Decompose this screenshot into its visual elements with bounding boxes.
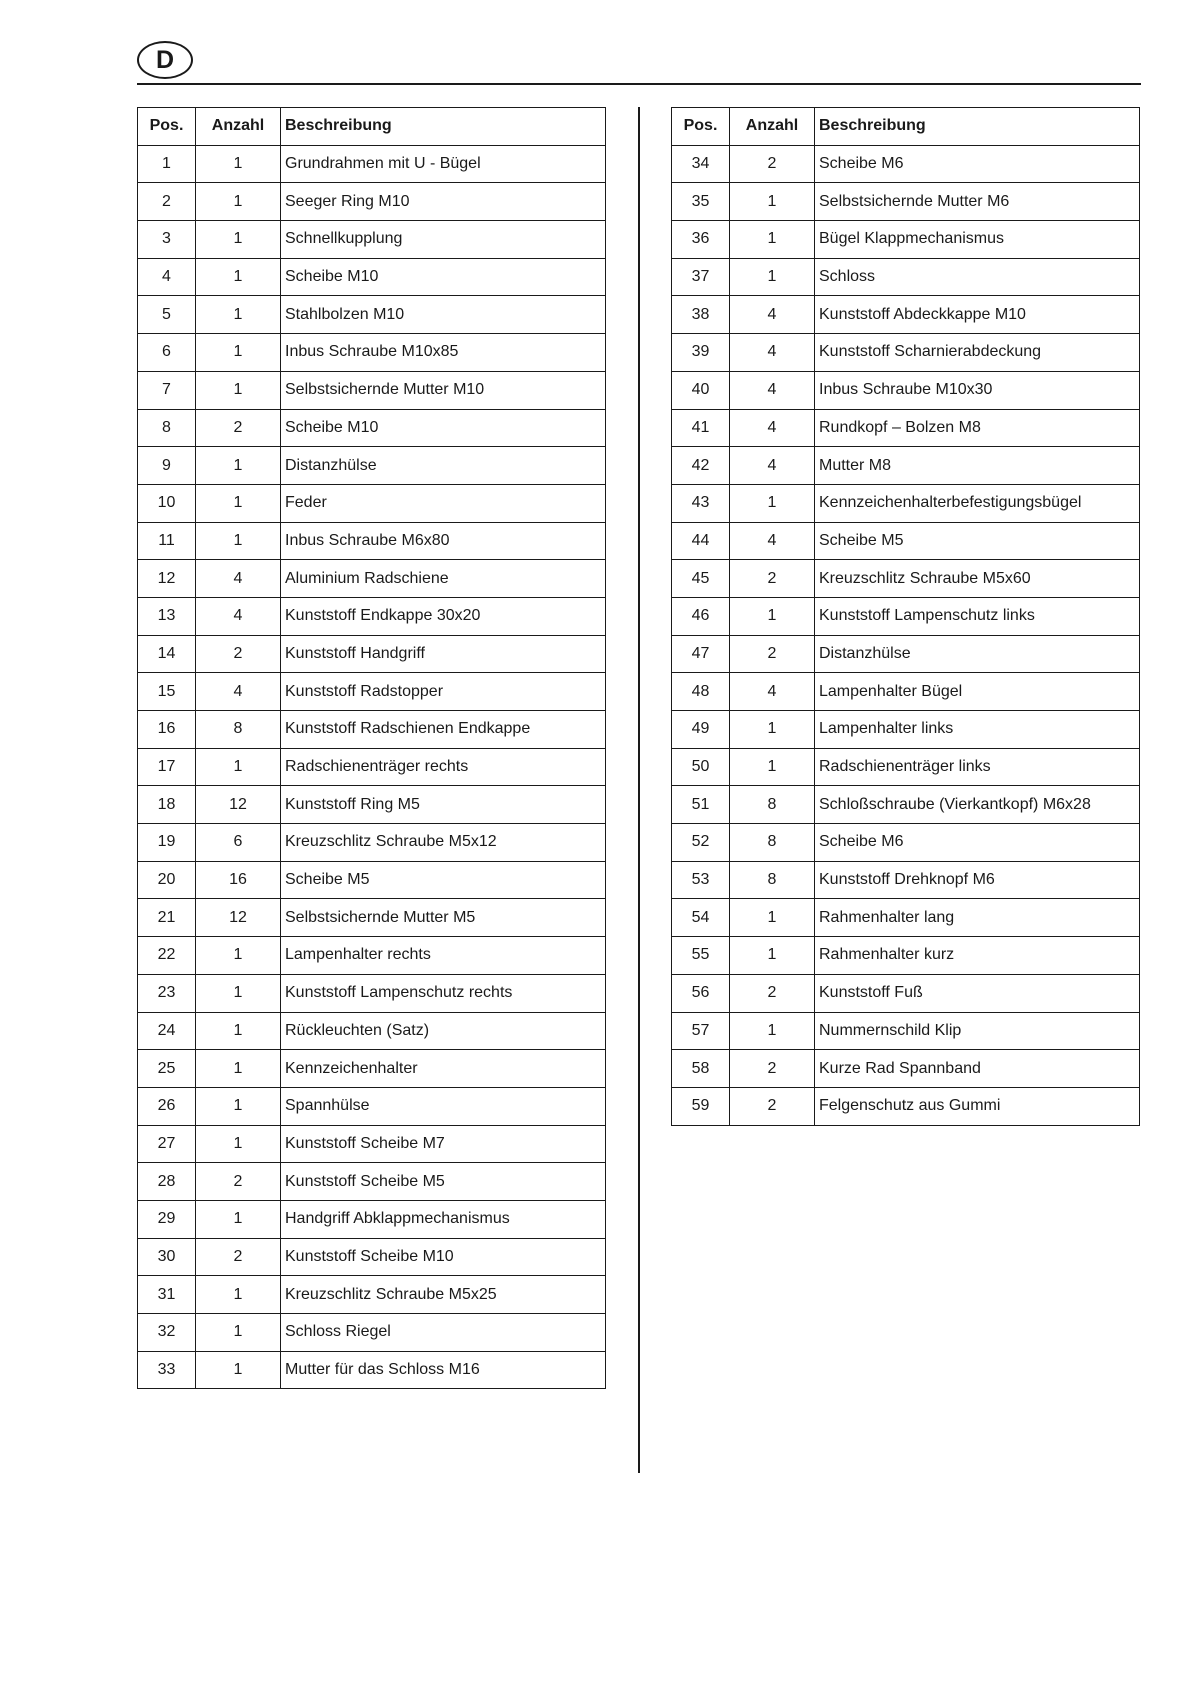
qty-cell: 2 xyxy=(196,1238,281,1276)
desc-cell: Kreuzschlitz Schraube M5x60 xyxy=(815,560,1140,598)
pos-cell: 18 xyxy=(138,786,196,824)
table-row xyxy=(138,484,606,522)
desc-cell: Kurze Rad Spannband xyxy=(815,1050,1140,1088)
table-row xyxy=(138,522,606,560)
qty-cell: 8 xyxy=(196,711,281,749)
qty-cell: 1 xyxy=(730,937,815,975)
table-row xyxy=(138,1314,606,1352)
pos-cell: 34 xyxy=(672,145,730,183)
pos-cell: 12 xyxy=(138,560,196,598)
desc-cell: Rundkopf – Bolzen M8 xyxy=(815,409,1140,447)
qty-cell: 1 xyxy=(196,748,281,786)
pos-cell: 3 xyxy=(138,221,196,259)
desc-cell: Scheibe M5 xyxy=(815,522,1140,560)
pos-cell: 39 xyxy=(672,334,730,372)
qty-cell: 1 xyxy=(730,597,815,635)
desc-cell: Selbstsichernde Mutter M5 xyxy=(281,899,606,937)
qty-cell: 1 xyxy=(196,1200,281,1238)
pos-cell: 19 xyxy=(138,824,196,862)
table-row xyxy=(138,409,606,447)
qty-cell: 2 xyxy=(196,635,281,673)
language-badge xyxy=(137,41,193,79)
desc-cell: Kunststoff Endkappe 30x20 xyxy=(281,597,606,635)
pos-cell: 20 xyxy=(138,861,196,899)
desc-cell: Kunststoff Lampenschutz links xyxy=(815,597,1140,635)
qty-cell: 1 xyxy=(730,484,815,522)
table-row xyxy=(672,296,1140,334)
qty-cell: 1 xyxy=(196,221,281,259)
table-header-row xyxy=(672,108,1140,146)
language-badge-label: D xyxy=(155,45,175,74)
pos-cell: 28 xyxy=(138,1163,196,1201)
desc-cell: Kennzeichenhalter xyxy=(281,1050,606,1088)
pos-cell: 43 xyxy=(672,484,730,522)
table-row xyxy=(672,560,1140,598)
pos-cell: 40 xyxy=(672,371,730,409)
qty-cell: 2 xyxy=(730,560,815,598)
pos-cell: 42 xyxy=(672,447,730,485)
qty-cell: 1 xyxy=(196,1087,281,1125)
table-row xyxy=(672,673,1140,711)
desc-cell: Seeger Ring M10 xyxy=(281,183,606,221)
desc-cell: Rückleuchten (Satz) xyxy=(281,1012,606,1050)
table-row xyxy=(672,258,1140,296)
desc-cell: Schnellkupplung xyxy=(281,221,606,259)
desc-cell: Bügel Klappmechanismus xyxy=(815,221,1140,259)
header-pos: Pos. xyxy=(672,108,730,146)
desc-cell: Lampenhalter rechts xyxy=(281,937,606,975)
qty-cell: 8 xyxy=(730,861,815,899)
pos-cell: 41 xyxy=(672,409,730,447)
table-row xyxy=(138,296,606,334)
table-row xyxy=(138,861,606,899)
qty-cell: 4 xyxy=(196,597,281,635)
table-row xyxy=(138,899,606,937)
desc-cell: Kennzeichenhalterbefestigungsbügel xyxy=(815,484,1140,522)
table-row xyxy=(672,334,1140,372)
qty-cell: 1 xyxy=(196,484,281,522)
pos-cell: 17 xyxy=(138,748,196,786)
desc-cell: Spannhülse xyxy=(281,1087,606,1125)
desc-cell: Kreuzschlitz Schraube M5x12 xyxy=(281,824,606,862)
table-row xyxy=(138,1087,606,1125)
desc-cell: Kunststoff Radschienen Endkappe xyxy=(281,711,606,749)
desc-cell: Distanzhülse xyxy=(815,635,1140,673)
pos-cell: 49 xyxy=(672,711,730,749)
table-row xyxy=(138,673,606,711)
desc-cell: Selbstsichernde Mutter M10 xyxy=(281,371,606,409)
desc-cell: Inbus Schraube M10x30 xyxy=(815,371,1140,409)
table-row xyxy=(138,371,606,409)
qty-cell: 1 xyxy=(196,1314,281,1352)
header-desc: Beschreibung xyxy=(815,108,1140,146)
qty-cell: 1 xyxy=(730,183,815,221)
pos-cell: 56 xyxy=(672,974,730,1012)
parts-table-left xyxy=(137,107,606,1389)
header-pos: Pos. xyxy=(138,108,196,146)
desc-cell: Scheibe M5 xyxy=(281,861,606,899)
desc-cell: Kunststoff Fuß xyxy=(815,974,1140,1012)
desc-cell: Mutter für das Schloss M16 xyxy=(281,1351,606,1389)
qty-cell: 2 xyxy=(196,1163,281,1201)
qty-cell: 12 xyxy=(196,786,281,824)
desc-cell: Scheibe M10 xyxy=(281,258,606,296)
desc-cell: Scheibe M10 xyxy=(281,409,606,447)
qty-cell: 2 xyxy=(730,1050,815,1088)
qty-cell: 4 xyxy=(196,673,281,711)
qty-cell: 4 xyxy=(730,409,815,447)
table-row xyxy=(138,635,606,673)
desc-cell: Kunststoff Radstopper xyxy=(281,673,606,711)
qty-cell: 1 xyxy=(196,522,281,560)
qty-cell: 4 xyxy=(730,447,815,485)
desc-cell: Schloss xyxy=(815,258,1140,296)
desc-cell: Kreuzschlitz Schraube M5x25 xyxy=(281,1276,606,1314)
pos-cell: 58 xyxy=(672,1050,730,1088)
pos-cell: 22 xyxy=(138,937,196,975)
parts-table-left-body xyxy=(138,145,606,1389)
table-row xyxy=(138,145,606,183)
desc-cell: Felgenschutz aus Gummi xyxy=(815,1087,1140,1125)
table-row xyxy=(672,183,1140,221)
table-row xyxy=(672,899,1140,937)
qty-cell: 4 xyxy=(730,334,815,372)
pos-cell: 57 xyxy=(672,1012,730,1050)
table-row xyxy=(672,371,1140,409)
desc-cell: Schloßschraube (Vierkantkopf) M6x28 xyxy=(815,786,1140,824)
qty-cell: 16 xyxy=(196,861,281,899)
pos-cell: 47 xyxy=(672,635,730,673)
desc-cell: Inbus Schraube M6x80 xyxy=(281,522,606,560)
qty-cell: 2 xyxy=(730,145,815,183)
desc-cell: Kunststoff Ring M5 xyxy=(281,786,606,824)
qty-cell: 4 xyxy=(730,522,815,560)
desc-cell: Feder xyxy=(281,484,606,522)
qty-cell: 1 xyxy=(730,711,815,749)
table-row xyxy=(138,748,606,786)
table-row xyxy=(138,334,606,372)
qty-cell: 4 xyxy=(730,371,815,409)
table-row xyxy=(138,183,606,221)
pos-cell: 6 xyxy=(138,334,196,372)
desc-cell: Kunststoff Scheibe M7 xyxy=(281,1125,606,1163)
table-row xyxy=(138,597,606,635)
table-row xyxy=(672,597,1140,635)
table-row xyxy=(672,221,1140,259)
pos-cell: 45 xyxy=(672,560,730,598)
qty-cell: 2 xyxy=(196,409,281,447)
desc-cell: Distanzhülse xyxy=(281,447,606,485)
desc-cell: Kunststoff Scheibe M10 xyxy=(281,1238,606,1276)
pos-cell: 53 xyxy=(672,861,730,899)
pos-cell: 38 xyxy=(672,296,730,334)
table-row xyxy=(138,1276,606,1314)
pos-cell: 23 xyxy=(138,974,196,1012)
pos-cell: 2 xyxy=(138,183,196,221)
table-row xyxy=(138,1200,606,1238)
desc-cell: Radschienenträger links xyxy=(815,748,1140,786)
pos-cell: 30 xyxy=(138,1238,196,1276)
qty-cell: 1 xyxy=(196,1276,281,1314)
qty-cell: 1 xyxy=(730,899,815,937)
qty-cell: 1 xyxy=(196,296,281,334)
qty-cell: 1 xyxy=(196,447,281,485)
table-row xyxy=(672,937,1140,975)
qty-cell: 1 xyxy=(730,1012,815,1050)
qty-cell: 1 xyxy=(730,221,815,259)
table-row xyxy=(672,861,1140,899)
pos-cell: 26 xyxy=(138,1087,196,1125)
qty-cell: 1 xyxy=(196,1012,281,1050)
pos-cell: 59 xyxy=(672,1087,730,1125)
desc-cell: Kunststoff Scharnierabdeckung xyxy=(815,334,1140,372)
pos-cell: 32 xyxy=(138,1314,196,1352)
pos-cell: 24 xyxy=(138,1012,196,1050)
table-row xyxy=(672,145,1140,183)
table-row xyxy=(672,1087,1140,1125)
pos-cell: 27 xyxy=(138,1125,196,1163)
pos-cell: 21 xyxy=(138,899,196,937)
pos-cell: 5 xyxy=(138,296,196,334)
table-row xyxy=(138,1163,606,1201)
qty-cell: 1 xyxy=(196,183,281,221)
qty-cell: 1 xyxy=(196,974,281,1012)
qty-cell: 12 xyxy=(196,899,281,937)
pos-cell: 51 xyxy=(672,786,730,824)
table-row xyxy=(672,522,1140,560)
desc-cell: Scheibe M6 xyxy=(815,145,1140,183)
table-row xyxy=(138,1012,606,1050)
header-qty: Anzahl xyxy=(730,108,815,146)
pos-cell: 7 xyxy=(138,371,196,409)
table-row xyxy=(138,1050,606,1088)
table-row xyxy=(672,409,1140,447)
table-row xyxy=(672,635,1140,673)
desc-cell: Aluminium Radschiene xyxy=(281,560,606,598)
qty-cell: 6 xyxy=(196,824,281,862)
header-rule xyxy=(137,83,1141,85)
table-row xyxy=(672,711,1140,749)
pos-cell: 10 xyxy=(138,484,196,522)
pos-cell: 46 xyxy=(672,597,730,635)
table-row xyxy=(138,1125,606,1163)
desc-cell: Lampenhalter links xyxy=(815,711,1140,749)
table-row xyxy=(672,1012,1140,1050)
qty-cell: 2 xyxy=(730,1087,815,1125)
qty-cell: 1 xyxy=(196,1125,281,1163)
table-row xyxy=(138,1238,606,1276)
qty-cell: 4 xyxy=(196,560,281,598)
pos-cell: 33 xyxy=(138,1351,196,1389)
table-row xyxy=(672,974,1140,1012)
parts-table-right-body xyxy=(672,145,1140,1125)
qty-cell: 2 xyxy=(730,974,815,1012)
qty-cell: 8 xyxy=(730,786,815,824)
pos-cell: 9 xyxy=(138,447,196,485)
desc-cell: Kunststoff Drehknopf M6 xyxy=(815,861,1140,899)
desc-cell: Rahmenhalter lang xyxy=(815,899,1140,937)
pos-cell: 1 xyxy=(138,145,196,183)
qty-cell: 1 xyxy=(196,1050,281,1088)
desc-cell: Nummernschild Klip xyxy=(815,1012,1140,1050)
desc-cell: Mutter M8 xyxy=(815,447,1140,485)
desc-cell: Kunststoff Abdeckkappe M10 xyxy=(815,296,1140,334)
desc-cell: Stahlbolzen M10 xyxy=(281,296,606,334)
table-row xyxy=(138,974,606,1012)
qty-cell: 2 xyxy=(730,635,815,673)
table-row xyxy=(672,447,1140,485)
desc-cell: Grundrahmen mit U - Bügel xyxy=(281,145,606,183)
qty-cell: 1 xyxy=(730,258,815,296)
header-desc: Beschreibung xyxy=(281,108,606,146)
desc-cell: Kunststoff Lampenschutz rechts xyxy=(281,974,606,1012)
pos-cell: 16 xyxy=(138,711,196,749)
desc-cell: Schloss Riegel xyxy=(281,1314,606,1352)
pos-cell: 54 xyxy=(672,899,730,937)
desc-cell: Kunststoff Scheibe M5 xyxy=(281,1163,606,1201)
table-row xyxy=(138,824,606,862)
pos-cell: 48 xyxy=(672,673,730,711)
desc-cell: Selbstsichernde Mutter M6 xyxy=(815,183,1140,221)
qty-cell: 1 xyxy=(196,334,281,372)
pos-cell: 8 xyxy=(138,409,196,447)
desc-cell: Kunststoff Handgriff xyxy=(281,635,606,673)
table-row xyxy=(138,560,606,598)
desc-cell: Handgriff Abklappmechanismus xyxy=(281,1200,606,1238)
qty-cell: 8 xyxy=(730,824,815,862)
desc-cell: Rahmenhalter kurz xyxy=(815,937,1140,975)
pos-cell: 36 xyxy=(672,221,730,259)
pos-cell: 50 xyxy=(672,748,730,786)
table-row xyxy=(138,786,606,824)
desc-cell: Radschienenträger rechts xyxy=(281,748,606,786)
qty-cell: 1 xyxy=(196,937,281,975)
pos-cell: 29 xyxy=(138,1200,196,1238)
table-header-row xyxy=(138,108,606,146)
pos-cell: 31 xyxy=(138,1276,196,1314)
table-row xyxy=(138,711,606,749)
column-divider xyxy=(638,107,640,1473)
table-row xyxy=(138,1351,606,1389)
qty-cell: 1 xyxy=(196,1351,281,1389)
header-qty: Anzahl xyxy=(196,108,281,146)
pos-cell: 44 xyxy=(672,522,730,560)
table-row xyxy=(672,786,1140,824)
pos-cell: 13 xyxy=(138,597,196,635)
pos-cell: 52 xyxy=(672,824,730,862)
pos-cell: 35 xyxy=(672,183,730,221)
qty-cell: 1 xyxy=(196,371,281,409)
qty-cell: 1 xyxy=(196,145,281,183)
table-row xyxy=(672,484,1140,522)
desc-cell: Scheibe M6 xyxy=(815,824,1140,862)
table-row xyxy=(672,1050,1140,1088)
pos-cell: 14 xyxy=(138,635,196,673)
qty-cell: 4 xyxy=(730,296,815,334)
qty-cell: 4 xyxy=(730,673,815,711)
table-row xyxy=(672,824,1140,862)
qty-cell: 1 xyxy=(730,748,815,786)
pos-cell: 55 xyxy=(672,937,730,975)
table-row xyxy=(138,447,606,485)
pos-cell: 37 xyxy=(672,258,730,296)
qty-cell: 1 xyxy=(196,258,281,296)
table-row xyxy=(138,258,606,296)
desc-cell: Inbus Schraube M10x85 xyxy=(281,334,606,372)
pos-cell: 11 xyxy=(138,522,196,560)
desc-cell: Lampenhalter Bügel xyxy=(815,673,1140,711)
table-row xyxy=(138,221,606,259)
pos-cell: 15 xyxy=(138,673,196,711)
parts-table-right xyxy=(671,107,1140,1126)
pos-cell: 4 xyxy=(138,258,196,296)
table-row xyxy=(138,937,606,975)
pos-cell: 25 xyxy=(138,1050,196,1088)
table-row xyxy=(672,748,1140,786)
